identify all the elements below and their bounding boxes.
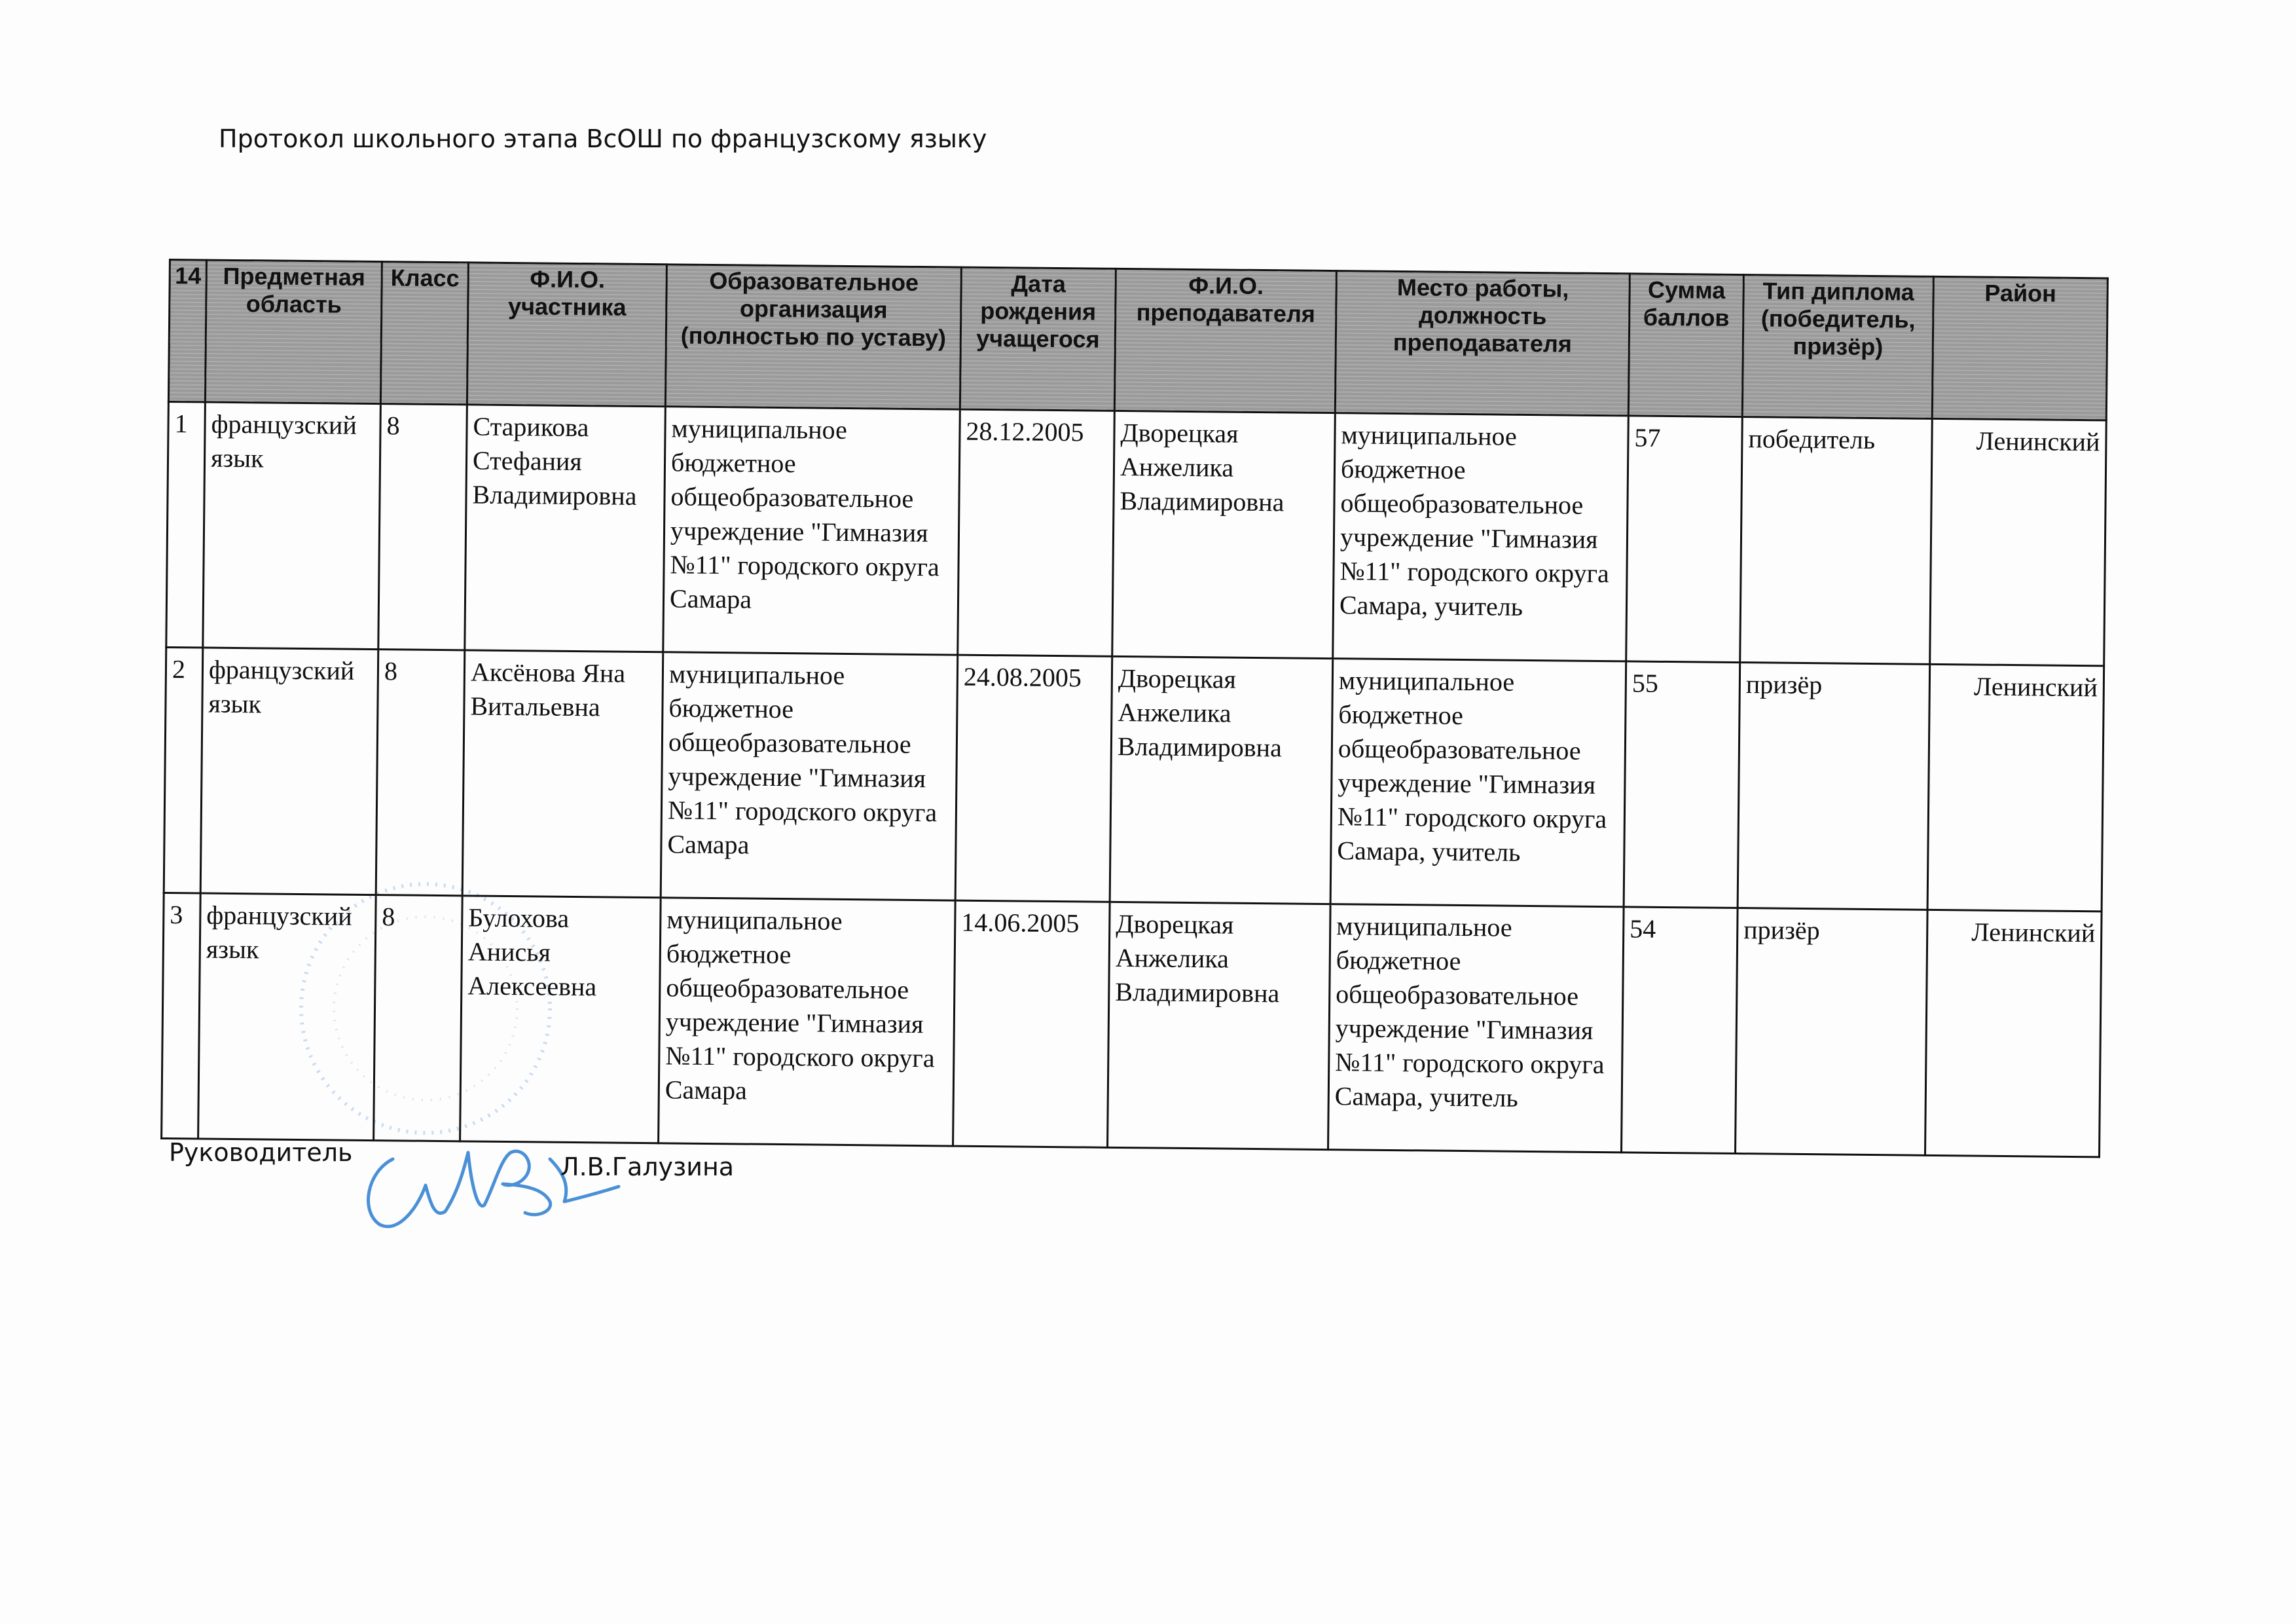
document-title: Протокол школьного этапа ВсОШ по французскому языку [219, 124, 987, 153]
cell-district: Ленинский [1927, 664, 2104, 912]
cell-school: муниципальное бюджетное общеобразовательное учреждение "Гимназия №11" городского округа Самара [661, 652, 958, 900]
cell-num: 3 [162, 893, 201, 1139]
cell-teacher-place: муниципальное бюджетное общеобразовательное учреждение "Гимназия №11" городского округа Самара, учитель [1330, 659, 1626, 907]
cell-teacher: Дворецкая Анжелика Владимировна [1110, 656, 1333, 904]
cell-student: Булохова Анисья Алексеевна [460, 896, 661, 1143]
cell-subject: французский язык [203, 402, 381, 650]
header-score: Сумма баллов [1628, 274, 1743, 417]
table-header-row [168, 260, 2107, 420]
cell-birth-date: 24.08.2005 [955, 655, 1112, 902]
results-table-wrapper [160, 259, 2107, 1158]
cell-teacher-place: муниципальное бюджетное общеобразовательное учреждение "Гимназия №11" городского округа Самара, учитель [1333, 413, 1629, 661]
cell-student: Старикова Стефания Владимировна [465, 405, 666, 652]
cell-teacher: Дворецкая Анжелика Владимировна [1108, 902, 1331, 1149]
header-school: Образовательное организация (полностью по уставу) [665, 265, 961, 409]
header-num: 14 [168, 260, 206, 403]
cell-diploma: победитель [1740, 417, 1933, 665]
cell-birth-date: 14.06.2005 [953, 900, 1110, 1147]
cell-diploma: призёр [1735, 908, 1927, 1156]
cell-birth-date: 28.12.2005 [958, 409, 1115, 656]
cell-grade: 8 [376, 650, 465, 896]
cell-score: 54 [1622, 907, 1738, 1154]
cell-teacher-place: муниципальное бюджетное общеобразовательное учреждение "Гимназия №11" городского округа Самара, учитель [1328, 904, 1624, 1153]
cell-district: Ленинский [1930, 418, 2107, 666]
cell-teacher: Дворецкая Анжелика Владимировна [1112, 411, 1336, 658]
header-subject: Предметная область [205, 260, 382, 404]
cell-subject: французский язык [198, 893, 376, 1141]
signatory-role: Руководитель [169, 1138, 353, 1167]
cell-grade: 8 [378, 404, 467, 650]
cell-score: 57 [1626, 416, 1743, 663]
cell-district: Ленинский [1925, 910, 2102, 1157]
header-diploma: Тип диплома (победитель, призёр) [1742, 275, 1933, 419]
table-row [166, 402, 2106, 666]
cell-student: Аксёнова Яна Витальевна [462, 650, 663, 898]
cell-school: муниципальное бюджетное общеобразовательное учреждение "Гимназия №11" городского округа Самара [659, 898, 956, 1146]
cell-grade: 8 [374, 895, 463, 1141]
cell-subject: французский язык [200, 648, 378, 895]
cell-diploma: призёр [1738, 663, 1930, 910]
header-teacher-place: Место работы, должность преподавателя [1335, 271, 1630, 416]
header-teacher: Ф.И.О. преподавателя [1114, 268, 1336, 413]
results-table [160, 259, 2109, 1158]
cell-score: 55 [1624, 661, 1740, 908]
header-birth-date: Дата рождения учащегося [960, 267, 1116, 411]
header-student: Ф.И.О. участника [467, 263, 666, 407]
cell-school: муниципальное бюджетное общеобразовательное учреждение "Гимназия №11" городского округа Самара [663, 407, 960, 655]
table-row [164, 647, 2104, 911]
header-district: Район [1932, 276, 2107, 420]
cell-num: 1 [166, 402, 206, 648]
header-grade: Класс [380, 262, 468, 405]
cell-num: 2 [164, 647, 203, 893]
signatory-name: Л.В.Галузина [560, 1153, 735, 1181]
